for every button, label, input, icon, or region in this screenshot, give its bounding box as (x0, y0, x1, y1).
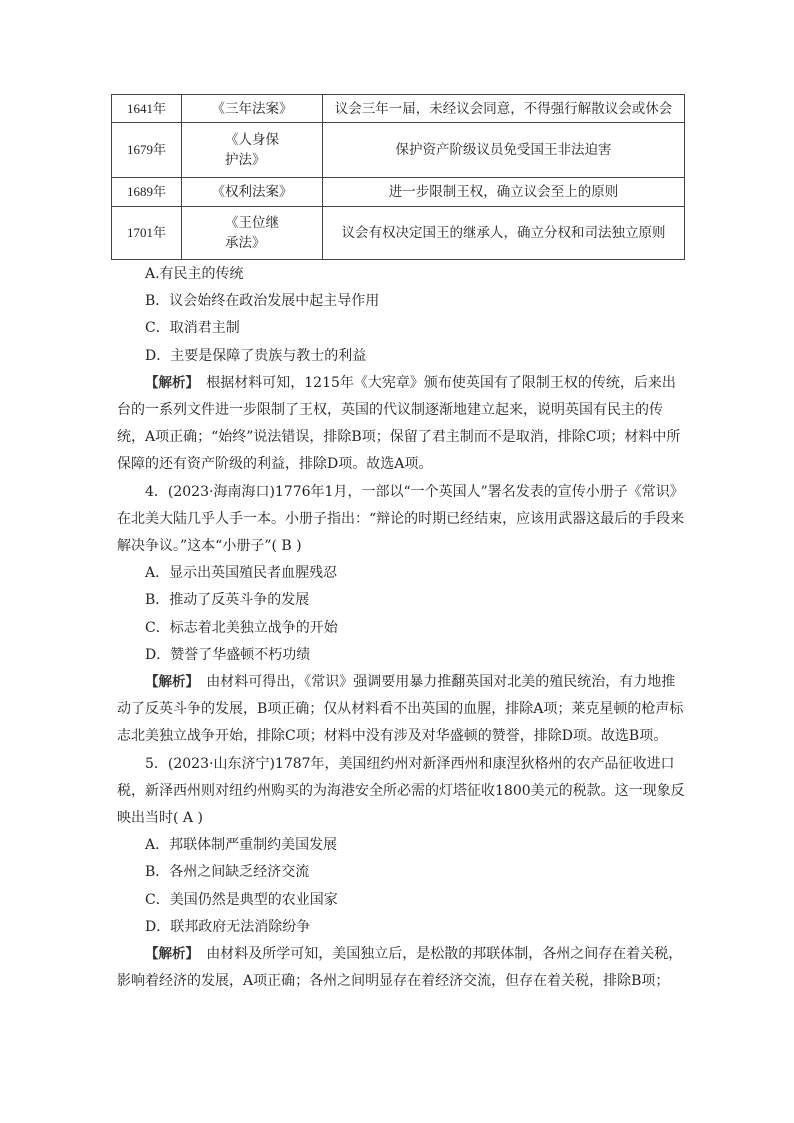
law-name-line1: 《王位继 (225, 215, 279, 231)
q3-analysis-text: 根据材料可知，1215年《大宪章》颁布使英国有了限制王权的传统，后来出台的一系列文件进一步限制了王权，英国的代议制逐渐地建立起来，说明英国有民主的传统，A项正确；“始终”说法错误，排除B项；保留了君主制而不是取消，排除C项；材料中所保障的还有资产阶级的利益，排除D项。故选A项。 (117, 374, 681, 473)
q5-analysis-text: 由材料及所学可知，美国独立后，是松散的邦联体制，各州之间存在着关税，影响着经济的发展，A项正确；各州之间明显存在着经济交流，但存在着关税，排除B项； (117, 946, 683, 990)
q4-option-a: A．显示出英国殖民者血腥残忍 (145, 565, 338, 582)
q3-option-c: C．取消君主制 (145, 320, 240, 337)
q5-option-a: A．邦联体制严重制约美国发展 (145, 837, 338, 854)
year-cell: 1679年 (112, 123, 182, 178)
analysis-tag: 【解析】 (145, 946, 193, 963)
q4-option-b: B．推动了反英斗争的发展 (145, 592, 310, 609)
q3-analysis (117, 370, 687, 479)
q3-option-a: A.有民主的传统 (145, 266, 244, 282)
q4-stem: 4．(2023·海南海口)1776年1月，一部以“一个英国人”署名发表的宣传小册子《常识》在北美大陆几乎人手一本。小册子指出：“辩论的时期已经结束，应该用武器这最后的手段来解决争议。”这本“小册子”( B ) (117, 483, 685, 555)
law-name-line2: 承法》 (225, 235, 266, 251)
law-table (111, 94, 685, 260)
q4-option-d: D．赞誉了华盛顿不朽功绩 (145, 646, 311, 663)
q5-option-b: B．各州之间缺乏经济交流 (145, 864, 310, 881)
law-name-line2: 护法》 (225, 152, 266, 168)
q4-analysis (117, 669, 687, 751)
q4-option-c: C．标志着北美独立战争的开始 (145, 619, 338, 636)
content-cell: 议会有权决定国王的继承人，确立分权和司法独立原则 (323, 207, 685, 260)
analysis-tag: 【解析】 (145, 374, 193, 391)
table-row (112, 95, 685, 123)
law-cell (182, 207, 323, 260)
year-cell: 1689年 (112, 178, 182, 207)
q5-option-c: C．美国仍然是典型的农业国家 (145, 891, 338, 908)
q3-option-b: B．议会始终在政治发展中起主导作用 (145, 293, 380, 310)
table-row (112, 207, 685, 260)
q5-analysis (117, 941, 687, 995)
q5-option-d: D．联邦政府无法消除纷争 (145, 918, 311, 935)
table-row (112, 178, 685, 207)
law-cell: 《三年法案》 (182, 95, 323, 123)
q4-analysis-text: 由材料可得出，《常识》强调要用暴力推翻英国对北美的殖民统治，有力地推动了反英斗争的发展，B项正确；仅从材料看不出英国的血腥，排除A项；莱克星顿的枪声标志北美独立战争开始，排除C项；材料中没有涉及对华盛顿的赞誉，排除D项。故选B项。 (117, 674, 684, 745)
law-cell (182, 123, 323, 178)
q3-option-d: D．主要是保障了贵族与教士的利益 (145, 347, 367, 364)
question-body (117, 261, 687, 995)
year-cell: 1641年 (112, 95, 182, 123)
content-cell: 保护资产阶级议员免受国王非法迫害 (323, 123, 685, 178)
content-cell: 进一步限制王权，确立议会至上的原则 (323, 178, 685, 207)
year-cell: 1701年 (112, 207, 182, 260)
law-name-line1: 《人身保 (225, 132, 279, 148)
analysis-tag: 【解析】 (145, 674, 193, 691)
q5-stem: 5．(2023·山东济宁)1787年，美国纽约州对新泽西州和康涅狄格州的农产品征收进口税，新泽西州则对纽约州购买的为海港安全所必需的灯塔征收1800美元的税款。这一现象反映出当时( A ) (117, 755, 685, 827)
table-row (112, 123, 685, 178)
law-cell: 《权利法案》 (182, 178, 323, 207)
content-cell: 议会三年一届，未经议会同意，不得强行解散议会或休会 (323, 95, 685, 123)
